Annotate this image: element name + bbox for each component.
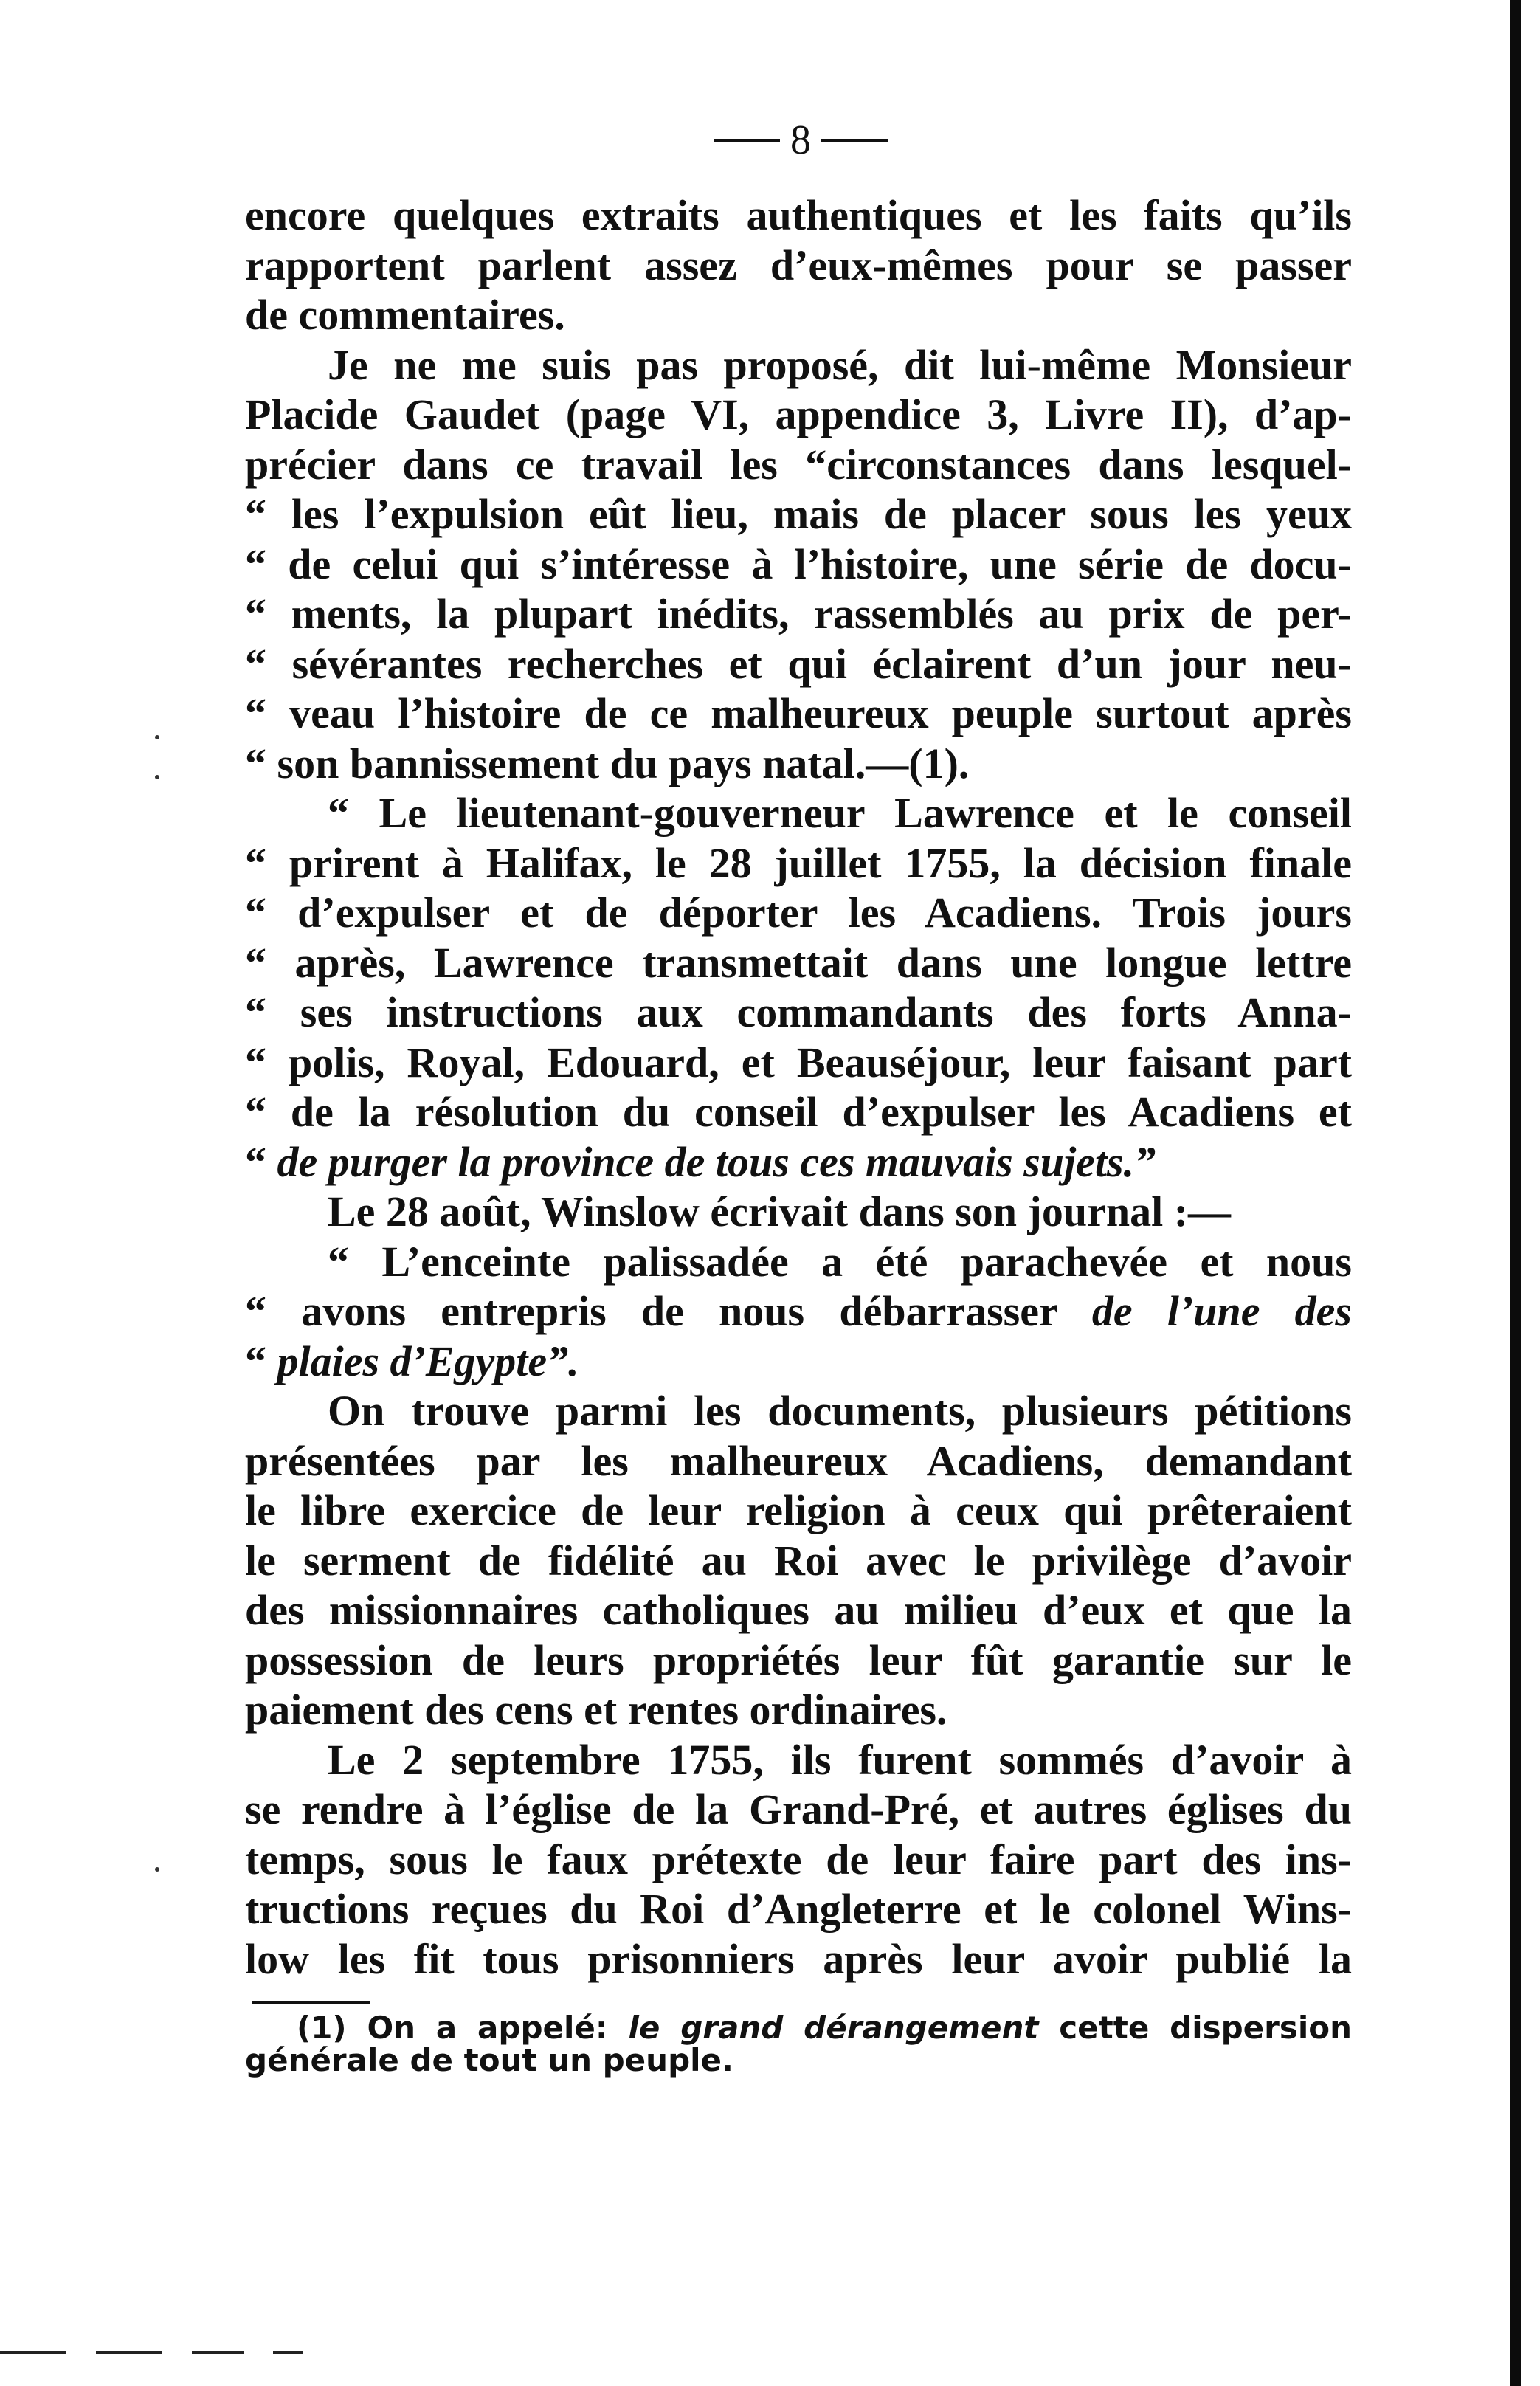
- text-line: “ de celui qui s’intéresse à l’histoire, une série de docu-: [245, 539, 1352, 588]
- text-line: Le 2 septembre 1755, ils furent sommés d’avoir à: [328, 1735, 1352, 1784]
- text-line: se rendre à l’église de la Grand-Pré, et autres églises du: [245, 1785, 1352, 1833]
- text-line: le serment de fidélité au Roi avec le privilège d’avoir: [245, 1536, 1352, 1585]
- header-dash-right: [821, 139, 888, 142]
- text-line: précier dans ce travail les “circonstances dans lesquel-: [245, 440, 1352, 489]
- text-line: “ les l’expulsion eût lieu, mais de placer sous les yeux: [245, 490, 1352, 538]
- text-line: temps, sous le faux prétexte de leur faire part des ins-: [245, 1835, 1352, 1883]
- text-line: “ polis, Royal, Edouard, et Beauséjour, leur faisant part: [245, 1038, 1352, 1086]
- text-line: “ son bannissement du pays natal.—(1).: [245, 739, 970, 787]
- text-line: “ ments, la plupart inédits, rassemblés au prix de per-: [245, 590, 1352, 638]
- scan-speck: [155, 775, 159, 779]
- body-text: [245, 190, 1352, 1984]
- text-line: Placide Gaudet (page VI, appendice 3, Livre II), d’ap-: [245, 390, 1352, 438]
- text-line: “ avons entrepris de nous débarrasser de l’une des: [245, 1287, 1352, 1335]
- text-line: possession de leurs propriétés leur fût garantie sur le: [245, 1635, 1352, 1684]
- text-line: “ L’enceinte palissadée a été parachevée et nous: [328, 1237, 1352, 1286]
- header-dash-left: [714, 139, 780, 142]
- text-line: Je ne me suis pas proposé, dit lui-même Monsieur: [328, 340, 1352, 389]
- text-line: “ Le lieutenant-gouverneur Lawrence et le conseil: [328, 789, 1352, 837]
- footnote: [245, 2012, 1352, 2077]
- text-line: générale de tout un peuple.: [245, 2042, 733, 2078]
- page-edge-bar: [1510, 0, 1521, 2386]
- text-line: “ prirent à Halifax, le 28 juillet 1755, la décision finale: [245, 838, 1352, 887]
- text-line: “ de purger la province de tous ces mauvais sujets.”: [245, 1137, 1156, 1186]
- text-line: “ plaies d’Egypte”.: [245, 1337, 579, 1385]
- text-line: paiement des cens et rentes ordinaires.: [245, 1686, 947, 1734]
- text-line: “ d’expulser et de déporter les Acadiens. Trois jours: [245, 889, 1352, 937]
- text-line: Le 28 août, Winslow écrivait dans son journal :—: [328, 1187, 1232, 1235]
- text-line: tructions reçues du Roi d’Angleterre et le colonel Wins-: [245, 1885, 1352, 1933]
- text-line: “ de la résolution du conseil d’expulser les Acadiens et: [245, 1088, 1352, 1136]
- footnote-rule: [252, 2001, 370, 2004]
- page-number: 8: [790, 117, 811, 163]
- text-line: de commentaires.: [245, 291, 565, 339]
- text-line: (1) On a appelé: le grand dérangement cette dispersion: [297, 2010, 1353, 2046]
- text-line: low les fit tous prisonniers après leur avoir publié la: [245, 1934, 1352, 1983]
- scan-speck: [155, 735, 159, 739]
- page-number-header: [701, 111, 900, 170]
- text-line: “ après, Lawrence transmettait dans une longue lettre: [245, 938, 1352, 987]
- text-line: présentées par les malheureux Acadiens, demandant: [245, 1436, 1352, 1485]
- scan-edge-marks: [0, 2351, 398, 2355]
- scan-speck: [155, 1867, 159, 1872]
- text-line: “ ses instructions aux commandants des forts Anna-: [245, 988, 1352, 1036]
- text-line: On trouve parmi les documents, plusieurs pétitions: [328, 1387, 1352, 1435]
- text-line: encore quelques extraits authentiques et les faits qu’ils: [245, 191, 1352, 239]
- text-line: “ sévérantes recherches et qui éclairent d’un jour neu-: [245, 639, 1352, 688]
- text-line: des missionnaires catholiques au milieu d’eux et que la: [245, 1586, 1352, 1634]
- text-line: “ veau l’histoire de ce malheureux peuple surtout après: [245, 689, 1352, 737]
- text-line: le libre exercice de leur religion à ceux qui prêteraient: [245, 1486, 1352, 1534]
- text-line: rapportent parlent assez d’eux-mêmes pour se passer: [245, 241, 1352, 289]
